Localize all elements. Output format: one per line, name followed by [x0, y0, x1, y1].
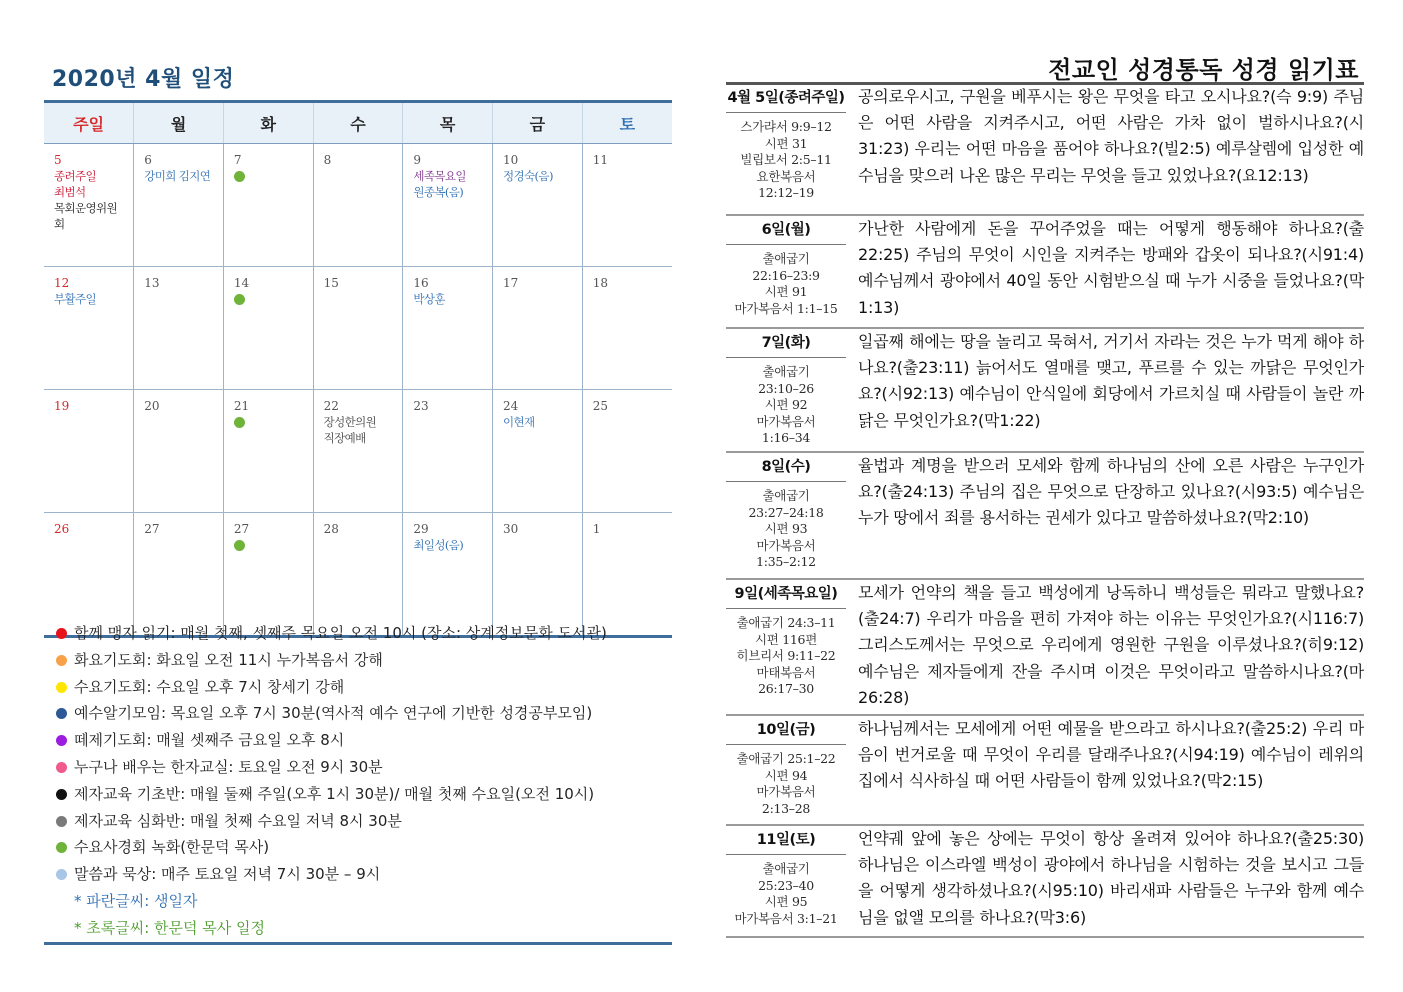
color-dot-icon: [56, 735, 67, 746]
calendar-event: 부활주일: [54, 292, 97, 306]
calendar-day-cell: [403, 513, 493, 637]
green-dot-icon: [234, 171, 245, 182]
day-number: 10: [503, 153, 519, 167]
weekday-header: 주일: [44, 102, 134, 144]
day-number: 27: [233, 522, 250, 536]
calendar-day-cell: [403, 390, 493, 513]
calendar-day-cell: [493, 267, 583, 390]
reading-questions: 모세가 언약의 책을 들고 백성에게 낭독하니 백성들은 뭐라고 말했나요?(출24:7) 우리가 마음을 편히 가져야 하는 이유는 무엇인가요?(시116:7) 그리스도께서는 무엇으로 우리에게 영원한 구원을 이루셨나요?(히9:12) 예수님은 제자들에게 잔을 주시며 이것은 무엇이라고 말씀하시나요?(마26:28): [858, 583, 1364, 707]
reading-references: 출애굽기 25:1–22 시편 94 마가복음서 2:13–28: [736, 751, 836, 816]
reading-questions: 공의로우시고, 구원을 베푸시는 왕은 무엇을 타고 오시나요?(슥 9:9) 주님은 어떤 사람을 지켜주시고, 어떤 사람은 가차 없이 벌하시나요?(시31:23) 우리는 어떤 마음을 품어야 하나요?(빌2:5) 예루살렘에 입성한 예수님을 맞으러 나온 많은 무리는 무엇을 들고 있었나요?(요12:13): [858, 87, 1364, 185]
legend-item: [44, 834, 672, 861]
calendar-day-cell: [223, 267, 313, 390]
calendar-day-cell: [223, 144, 313, 267]
legend-text: 화요기도회: 화요일 오전 11시 누가복음서 강해: [74, 650, 383, 669]
calendar-event: 정경숙(음): [503, 169, 553, 183]
calendar-day-cell: [44, 390, 134, 513]
color-dot-icon: [56, 655, 67, 666]
reading-references: 출애굽기 23:10–26 시편 92 마가복음서 1:16–34: [756, 364, 816, 445]
day-number: 26: [54, 522, 70, 536]
reading-references: 출애굽기 24:3–11 시편 116편 히브리서 9:11–22 마태복음서 26:17–30: [736, 615, 836, 696]
reading-date: 8일(수): [726, 453, 846, 482]
calendar-title: 2020년 4월 일정: [52, 67, 235, 92]
calendar-event: 목회운영위원회: [54, 201, 118, 231]
calendar-week-row: [44, 513, 672, 637]
calendar-day-cell: [313, 144, 403, 267]
calendar-day-cell: [313, 513, 403, 637]
calendar-day-cell: [313, 390, 403, 513]
color-dot-icon: [56, 816, 67, 827]
reading-entry: [726, 84, 1364, 216]
weekday-header: 토: [582, 102, 672, 144]
green-dot-icon: [234, 294, 245, 305]
reading-meta: [726, 84, 846, 202]
calendar-day-cell: [223, 513, 313, 637]
day-number: 22: [323, 399, 339, 413]
color-dot-icon: [56, 628, 67, 639]
calendar-week-row: [44, 144, 672, 267]
weekday-header: 화: [223, 102, 313, 144]
calendar-day-cell: [582, 513, 672, 637]
green-dot-icon: [234, 417, 245, 428]
calendar-day-cell: [403, 267, 493, 390]
day-number: 19: [54, 399, 70, 413]
day-number: 29: [413, 522, 429, 536]
reading-references: 스가랴서 9:9–12 시편 31 빌립보서 2:5–11 요한복음서 12:12–19: [740, 119, 832, 200]
weekday-header: 목: [403, 102, 493, 144]
legend-text: 제자교육 심화반: 매월 첫째 수요일 저녁 8시 30분: [74, 811, 402, 830]
day-number: 15: [323, 276, 339, 290]
legend-text: 수요기도회: 수요일 오후 7시 창세기 강해: [74, 677, 345, 696]
reading-questions: 언약궤 앞에 놓은 상에는 무엇이 항상 올려져 있어야 하나요?(출25:30) 하나님은 이스라엘 백성이 광야에서 하나님을 시험하는 것을 보시고 그들을 어떻게 생각하셨나요?(시95:10) 바리새파 사람들은 누구와 함께 예수님을 없앨 모의를 하나요?(막3:6): [858, 829, 1364, 927]
legend-text: 말씀과 묵상: 매주 토요일 저녁 7시 30분 – 9시: [74, 865, 381, 884]
calendar-day-cell: [582, 144, 672, 267]
reading-meta: [726, 826, 846, 927]
reading-questions: 율법과 계명을 받으러 모세와 함께 하나님의 산에 오른 사람은 누구인가요?(출24:13) 주님의 집은 무엇으로 단장하고 있나요?(시93:5) 예수님은 누가 땅에서 죄를 용서하는 권세가 있다고 말씀하셨나요?(막2:10): [858, 456, 1364, 528]
calendar-event: 이현재: [503, 415, 535, 429]
calendar-event: 원종복(음): [413, 185, 464, 199]
reading-entry: [726, 216, 1364, 329]
reading-entry: [726, 716, 1364, 826]
schedule-legend: [44, 620, 672, 942]
reading-date: 11일(토): [726, 826, 846, 855]
calendar-day-cell: [493, 144, 583, 267]
reading-date: 6일(월): [726, 216, 846, 245]
color-dot-icon: [56, 842, 67, 853]
legend-note-blue: * 파란글씨: 생일자: [74, 891, 198, 910]
calendar-event: 강미희 김지연: [144, 169, 211, 183]
day-number: 23: [413, 399, 429, 413]
calendar-grid: [44, 100, 672, 638]
day-number: 20: [144, 399, 160, 413]
reading-questions: 하나님께서는 모세에게 어떤 예물을 받으라고 하시나요?(출25:2) 우리 마음이 번거로울 때 무엇이 우리를 달래주나요?(시94:19) 예수님이 레위의 집에서 식사하실 때 어떤 사람들이 함께 있었나요?(막2:15): [858, 719, 1364, 791]
day-number: 28: [323, 522, 339, 536]
calendar-week-row: [44, 390, 672, 513]
calendar-event: 장성한의원: [323, 415, 377, 429]
day-number: 16: [413, 276, 429, 290]
calendar-day-cell: [582, 267, 672, 390]
calendar-day-cell: [134, 513, 224, 637]
reading-entry: [726, 329, 1364, 453]
calendar-event: 박상훈: [413, 292, 445, 306]
color-dot-icon: [56, 682, 67, 693]
calendar-day-cell: [223, 390, 313, 513]
reading-references: 출애굽기 25:23–40 시편 95 마가복음서 3:1–21: [734, 861, 838, 926]
day-number: 9: [413, 153, 421, 167]
legend-item: [44, 861, 672, 888]
calendar-event: 세족목요일: [413, 169, 466, 183]
color-dot-icon: [56, 708, 67, 719]
calendar-day-cell: [134, 390, 224, 513]
calendar-day-cell: [44, 513, 134, 637]
reading-date: 7일(화): [726, 329, 846, 358]
color-dot-icon: [56, 762, 67, 773]
day-number: 21: [233, 399, 250, 413]
legend-text: 누구나 배우는 한자교실: 토요일 오전 9시 30분: [74, 757, 383, 776]
reading-questions: 일곱째 해에는 땅을 놀리고 묵혀서, 거기서 자라는 것은 누가 먹게 해야 하나요?(출23:11) 늙어서도 열매를 맺고, 푸르를 수 있는 까닭은 무엇인가요?(시92:13) 예수님이 안식일에 회당에서 가르치실 때 사람들이 놀란 까닭은 무엇인가요?(막1:22): [858, 332, 1364, 430]
day-number: 8: [323, 153, 332, 167]
day-number: 17: [503, 276, 519, 290]
weekday-header: 월: [134, 102, 224, 144]
reading-references: 출애굽기 22:16–23:9 시편 91 마가복음서 1:1–15: [734, 251, 838, 316]
day-number: 27: [144, 522, 160, 536]
day-number: 1: [592, 522, 601, 536]
legend-item: [44, 620, 672, 647]
calendar-day-cell: [134, 144, 224, 267]
reading-questions: 가난한 사람에게 돈을 꾸어주었을 때는 어떻게 행동해야 하나요?(출22:25) 주님의 무엇이 시인을 지켜주는 방패와 갑옷이 되나요?(시91:4) 예수님께서 광야에서 40일 동안 시험받으실 때 누가 시중을 들었나요?(막1:13): [858, 219, 1364, 317]
calendar-event: 직장예배: [323, 431, 366, 445]
calendar-day-cell: [44, 144, 134, 267]
legend-item: [44, 727, 672, 754]
green-dot-icon: [234, 540, 245, 551]
day-number: 7: [233, 153, 242, 167]
weekday-header: 금: [493, 102, 583, 144]
legend-item: [44, 647, 672, 674]
day-number: 6: [144, 153, 152, 167]
reading-meta: [726, 216, 846, 317]
day-number: 5: [54, 153, 62, 167]
day-number: 18: [592, 276, 608, 290]
calendar-day-cell: [313, 267, 403, 390]
calendar-week-row: [44, 267, 672, 390]
calendar-day-cell: [134, 267, 224, 390]
reading-date: 9일(세족목요일): [726, 580, 846, 609]
legend-item: [44, 808, 672, 835]
calendar-day-cell: [582, 390, 672, 513]
day-number: 14: [233, 276, 250, 290]
calendar-event: 최범석: [54, 185, 86, 199]
day-number: 13: [144, 276, 160, 290]
legend-text: 제자교육 기초반: 매월 둘째 주일(오후 1시 30분)/ 매월 첫째 수요일(오전 10시): [74, 784, 595, 803]
calendar-day-cell: [403, 144, 493, 267]
reading-entry: [726, 826, 1364, 938]
reading-date: 10일(금): [726, 716, 846, 745]
legend-item: [44, 781, 672, 808]
legend-item: [44, 754, 672, 781]
reading-meta: [726, 329, 846, 447]
calendar-event: 최일성(음): [413, 538, 464, 552]
color-dot-icon: [56, 789, 67, 800]
calendar-day-cell: [493, 390, 583, 513]
calendar-day-cell: [44, 267, 134, 390]
day-number: 24: [503, 399, 519, 413]
reading-meta: [726, 716, 846, 817]
calendar-day-cell: [493, 513, 583, 637]
reading-entry: [726, 453, 1364, 580]
reading-meta: [726, 580, 846, 698]
legend-item: [44, 674, 672, 701]
legend-text: 수요사경회 녹화(한문덕 목사): [74, 838, 270, 857]
legend-bottom-rule: [44, 942, 672, 945]
color-dot-icon: [56, 869, 67, 880]
day-number: 12: [54, 276, 70, 290]
day-number: 11: [592, 153, 608, 167]
day-number: 25: [592, 399, 608, 413]
weekday-header-row: [44, 102, 672, 144]
reading-references: 출애굽기 23:27–24:18 시편 93 마가복음서 1:35–2:12: [748, 488, 824, 569]
calendar-event: 종려주일: [54, 169, 97, 183]
legend-text: 함께 맹자 읽기: 매월 첫째, 셋째주 목요일 오전 10시 (장소: 상계정보문화 도서관): [74, 624, 607, 642]
day-number: 30: [503, 522, 519, 536]
reading-entry: [726, 580, 1364, 716]
legend-text: 떼제기도회: 매월 셋째주 금요일 오후 8시: [74, 731, 345, 750]
reading-meta: [726, 453, 846, 571]
legend-item: [44, 700, 672, 727]
weekday-header: 수: [313, 102, 403, 144]
reading-date: 4월 5일(종려주일): [726, 84, 846, 113]
legend-note-green: * 초록글씨: 한문덕 목사 일정: [74, 918, 266, 937]
reading-plan-title: 전교인 성경통독 성경 읽기표: [1048, 56, 1359, 84]
legend-text: 예수알기모임: 목요일 오후 7시 30분(역사적 예수 연구에 기반한 성경공부모임): [74, 704, 593, 723]
